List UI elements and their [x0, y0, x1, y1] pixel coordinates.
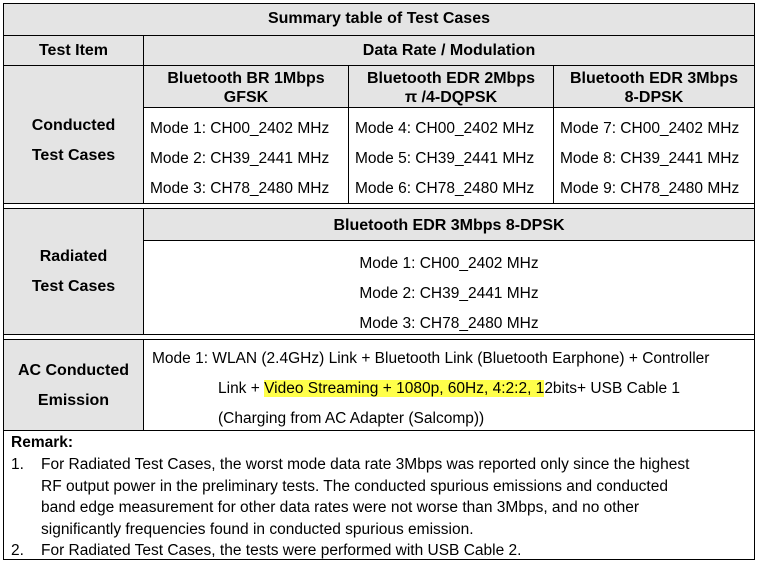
- mode-cell: Mode 9: CH78_2480 MHz: [560, 180, 740, 197]
- ac-line-2: Link + Video Streaming + 1080p, 60Hz, 4:2:2, 12bits+ USB Cable 1: [218, 380, 681, 397]
- column-header-edr-3mbps: Bluetooth EDR 3Mbps 8-DPSK: [570, 70, 738, 106]
- highlighted-text: Video Streaming + 1080p, 60Hz, 4:2:2, 1: [264, 380, 545, 397]
- column-header-br-1mbps: Bluetooth BR 1Mbps GFSK: [167, 70, 325, 106]
- test-item-header: Test Item: [38, 42, 109, 59]
- mode-cell: Mode 3: CH78_2480 MHz: [150, 180, 330, 197]
- remark-number: 2.: [11, 542, 24, 559]
- ac-description: [152, 344, 752, 434]
- ac-line-3: (Charging from AC Adapter (Salcomp)): [218, 410, 485, 427]
- mode-cell: Mode 1: CH00_2402 MHz: [150, 120, 330, 137]
- mode-cell: Mode 5: CH39_2441 MHz: [355, 150, 535, 167]
- mode-cell: Mode 8: CH39_2441 MHz: [560, 150, 740, 167]
- mode-cell: Mode 7: CH00_2402 MHz: [560, 120, 740, 137]
- remark-title: Remark:: [11, 434, 74, 451]
- mode-cell: Mode 2: CH39_2441 MHz: [150, 150, 330, 167]
- mode-cell: Mode 6: CH78_2480 MHz: [355, 180, 535, 197]
- data-rate-header: Data Rate / Modulation: [362, 42, 536, 59]
- table-title: Summary table of Test Cases: [267, 10, 490, 27]
- radiated-modes: [144, 249, 754, 339]
- mode-cell: Mode 4: CH00_2402 MHz: [355, 120, 535, 137]
- mode-cell: Mode 2: CH39_2441 MHz: [359, 285, 539, 302]
- mode-cell: Mode 3: CH78_2480 MHz: [359, 315, 539, 332]
- remark-item: 1. For Radiated Test Cases, the worst mode data rate 3Mbps was reported only since the highest RF output power in the preliminary tests. The conducted spurious emissions and conducted band edge measurement for other data rates were not worse than 3Mbps, and no other significantly frequencies found in conducted spurious emission.: [11, 456, 690, 538]
- column-header-edr-2mbps: Bluetooth EDR 2Mbps π /4-DQPSK: [367, 70, 535, 106]
- mode-cell: Mode 1: CH00_2402 MHz: [359, 255, 539, 272]
- test-cases-table: [3, 3, 755, 560]
- conducted-label: Conducted Test Cases: [31, 117, 116, 164]
- remark-number: 1.: [11, 456, 24, 473]
- ac-line-1: Mode 1: WLAN (2.4GHz) Link + Bluetooth Link (Bluetooth Earphone) + Controller: [152, 350, 710, 367]
- radiated-label: Radiated Test Cases: [31, 248, 116, 295]
- remark-item: 2. For Radiated Test Cases, the tests were performed with USB Cable 2.: [11, 540, 751, 562]
- ac-label: AC Conducted Emission: [17, 362, 130, 409]
- radiated-header: Bluetooth EDR 3Mbps 8-DPSK: [333, 217, 565, 234]
